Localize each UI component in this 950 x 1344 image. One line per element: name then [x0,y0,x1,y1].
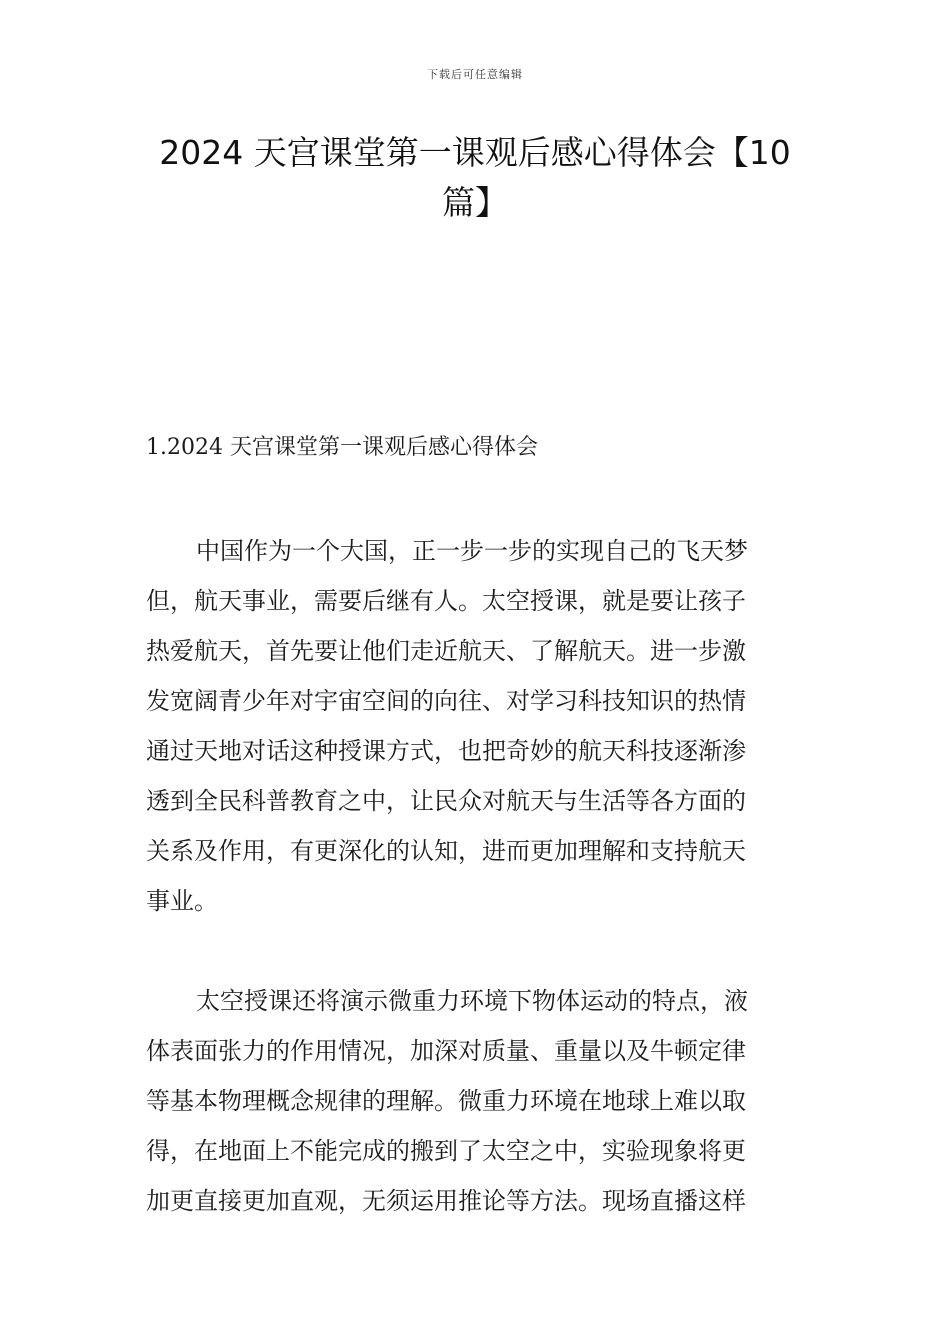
paragraph-line: 关系及作用，有更深化的认知，进而更加理解和支持航天 [146,837,746,865]
paragraph-2 [146,976,810,1226]
paragraph-line: 等基本物理概念规律的理解。微重力环境在地球上难以取 [146,1087,746,1115]
paragraph-line: 发宽阔青少年对宇宙空间的向往、对学习科技知识的热情 [146,687,746,715]
title-line-2: 篇】 [442,183,508,222]
paragraph-line: 太空授课还将演示微重力环境下物体运动的特点，液 [196,987,748,1015]
document-title [140,128,810,228]
paragraph-line: 中国作为一个大国，正一步一步的实现自己的飞天梦 [196,537,748,565]
section-heading: 1.2024 天宫课堂第一课观后感心得体会 [146,435,538,460]
paragraph-1 [146,526,810,926]
header-note: 下载后可任意编辑 [427,68,523,81]
paragraph-line: 加更直接更加直观，无须运用推论等方法。现场直播这样 [146,1187,746,1215]
paragraph-line: 得，在地面上不能完成的搬到了太空之中，实验现象将更 [146,1137,746,1165]
paragraph-line: 事业。 [146,887,218,915]
paragraph-line: 通过天地对话这种授课方式，也把奇妙的航天科技逐渐渗 [146,737,746,765]
paragraph-line: 透到全民科普教育之中，让民众对航天与生活等各方面的 [146,787,746,815]
paragraph-line: 热爱航天，首先要让他们走近航天、了解航天。进一步激 [146,637,746,665]
title-line-1: 2024 天宫课堂第一课观后感心得体会【10 [159,133,791,172]
paragraph-line: 但，航天事业，需要后继有人。太空授课，就是要让孩子 [146,587,746,615]
paragraph-line: 体表面张力的作用情况，加深对质量、重量以及牛顿定律 [146,1037,746,1065]
